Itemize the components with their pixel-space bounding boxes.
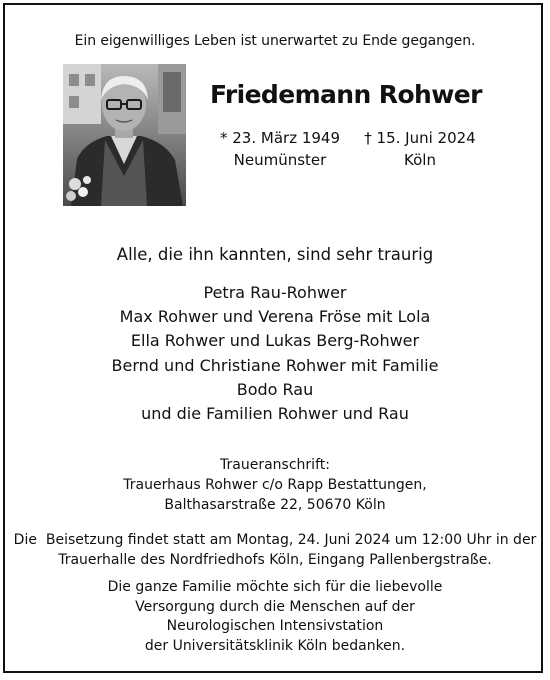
death-date: † 15. Juni 2024 [364, 129, 476, 147]
family-member: Ella Rohwer und Lukas Berg-Rohwer [130, 331, 420, 351]
family-member: Max Rohwer und Verena Fröse mit Lola [119, 307, 431, 327]
family-member: Bernd und Christiane Rohwer mit Familie [111, 355, 439, 375]
birth-block [220, 127, 340, 171]
intro-line: Ein eigenwilliges Leben ist unerwartet zu Ende gegangen. [74, 33, 476, 49]
family-list [0, 281, 550, 426]
portrait-photo [63, 64, 186, 206]
birth-date: * 23. März 1949 [220, 129, 341, 147]
funeral-line: Die Beisetzung findet statt am Montag, 24. Juni 2024 um 12:00 Uhr in der [13, 532, 537, 548]
death-place: Köln [404, 151, 436, 169]
thanks-line: Die ganze Familie möchte sich für die liebevolle [107, 579, 443, 595]
address-line: Balthasarstraße 22, 50670 Köln [164, 497, 386, 513]
thanks-line: Versorgung durch die Menschen auf der [135, 598, 415, 615]
family-member: und die Familien Rohwer und Rau [141, 404, 409, 424]
thanks-line: der Universitätsklinik Köln bedanken. [144, 637, 406, 654]
mourners-line: Alle, die ihn kannten, sind sehr traurig [116, 245, 434, 264]
death-block [360, 127, 480, 171]
thanks-note [0, 578, 550, 656]
address-heading: Traueranschrift: [220, 457, 330, 473]
funeral-info [0, 530, 550, 570]
mourning-address [0, 455, 550, 515]
deceased-name: Friedemann Rohwer [210, 80, 482, 109]
family-member: Petra Rau-Rohwer [203, 283, 347, 302]
birth-place: Neumünster [233, 151, 327, 169]
funeral-line: Trauerhalle des Nordfriedhofs Köln, Eingang Pallenbergstraße. [58, 552, 492, 568]
family-member: Bodo Rau [236, 379, 314, 399]
thanks-line: Neurologischen Intensivstation [166, 618, 384, 634]
address-line: Trauerhaus Rohwer c/o Rapp Bestattungen, [123, 477, 427, 493]
